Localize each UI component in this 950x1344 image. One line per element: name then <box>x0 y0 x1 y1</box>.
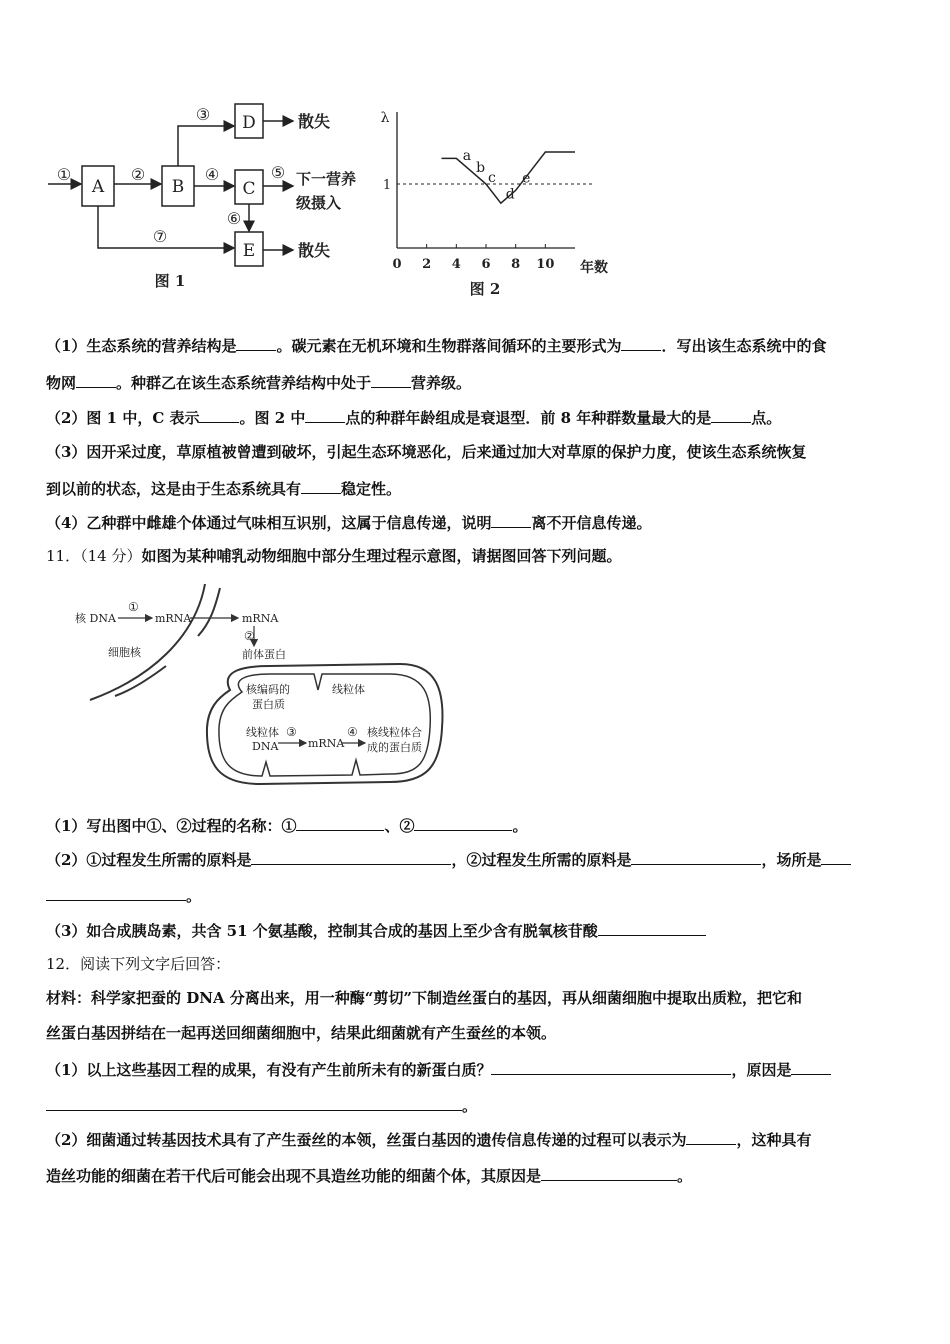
q11-number: 11．（14 分） <box>46 547 142 565</box>
q10-4-text-b: 离不开信息传递。 <box>531 514 652 532</box>
q10-4-line <box>46 511 910 534</box>
q12-prompt: 12．阅读下列文字后回答： <box>46 955 231 973</box>
label-mrna-3: mRNA <box>308 737 345 750</box>
label-4: ④ <box>204 165 220 184</box>
label-7: ⑦ <box>152 227 168 246</box>
label-mrna-2: mRNA <box>242 612 279 625</box>
box-a-label: A <box>91 177 105 197</box>
q10-2-text-a: （2）图 1 中，C 表示 <box>46 409 200 427</box>
blank[interactable] <box>598 919 706 936</box>
blank[interactable] <box>301 477 341 494</box>
figure-2-caption: 图 2 <box>469 280 501 298</box>
q12-material-a: 材料：科学家把蚕的 DNA 分离出来，用一种酶“剪切”下制造丝蛋白的基因，再从细菌细胞中提取出质粒，把它和 <box>46 989 803 1007</box>
figure-1-energy-flow <box>40 100 360 300</box>
figure-3-svg <box>70 578 470 800</box>
label-step-3: ③ <box>286 725 297 739</box>
q10-4-text-a: （4）乙种群中雌雄个体通过气味相互识别，这属于信息传递，说明 <box>46 514 492 532</box>
q11-1-line <box>46 814 910 837</box>
point-label-a: a <box>462 148 472 165</box>
q12-1-text-b: ，原因是 <box>731 1061 792 1079</box>
q10-3-line2 <box>46 477 910 500</box>
q11-header <box>46 545 910 567</box>
q11-2-text-c: ，场所是 <box>761 851 822 869</box>
q11-2-text-b: ，②过程发生所需的原料是 <box>451 851 632 869</box>
label-6: ⑥ <box>226 209 242 228</box>
q11-2-line2 <box>46 884 910 907</box>
output-d: 散失 <box>298 112 331 131</box>
q12-2-text-a: （2）细菌通过转基因技术具有了产生蚕丝的本领，丝蛋白基因的遗传信息传递的过程可以表示为 <box>46 1131 687 1149</box>
output-c-line2: 级摄入 <box>296 194 342 212</box>
box-d-label: D <box>242 113 256 133</box>
q11-2-line1 <box>46 848 910 871</box>
label-precursor: 前体蛋白 <box>242 648 286 661</box>
q11-3-line <box>46 919 910 942</box>
blank[interactable] <box>686 1128 736 1145</box>
label-nuclear-encoded-1: 核编码的 <box>246 683 290 696</box>
blank[interactable] <box>491 511 531 528</box>
point-label-e: e <box>522 170 531 187</box>
q11-1-text-c: 。 <box>512 817 528 835</box>
y-axis-label: λ <box>380 110 390 126</box>
label-product-2: 成的蛋白质 <box>367 741 422 754</box>
nuclear-membrane-inner-bottom <box>115 666 166 696</box>
q10-1-text-f: 营养级。 <box>411 374 472 392</box>
q10-3-text-a: （3）因开采过度，草原植被曾遭到破坏，引起生态环境恶化，后来通过加大对草原的保护力度，使该生态系统恢复 <box>46 443 807 461</box>
blank[interactable] <box>199 406 239 423</box>
x-tick-label: 2 <box>422 257 432 272</box>
q12-1-line2 <box>46 1094 910 1117</box>
box-c-label: C <box>242 179 256 199</box>
x-tick-label: 6 <box>481 257 491 272</box>
label-mitochondrion: 线粒体 <box>332 683 365 696</box>
q12-2-text-c: 造丝功能的细菌在若干代后可能会出现不具造丝功能的细菌个体，其原因是 <box>46 1167 542 1185</box>
q10-3-text-c: 稳定性。 <box>341 480 402 498</box>
blank[interactable] <box>621 334 661 351</box>
blank[interactable] <box>631 848 761 865</box>
label-2: ② <box>130 165 146 184</box>
q10-1-text-e: 。种群乙在该生态系统营养结构中处于 <box>116 374 372 392</box>
q10-2-text-d: 点。 <box>751 409 782 427</box>
figure-2-lambda-chart <box>375 100 615 300</box>
point-label-c: c <box>488 170 496 186</box>
label-mito-dna-1: 线粒体 <box>246 726 279 739</box>
blank[interactable] <box>371 371 411 388</box>
output-e: 散失 <box>298 241 331 260</box>
q11-3-text-a: （3）如合成胰岛素，共含 51 个氨基酸，控制其合成的基因上至少含有脱氧核苷酸 <box>46 922 598 940</box>
figure-3-cell-diagram <box>70 578 470 800</box>
mitochondrion-outer <box>207 664 443 784</box>
q11-1-text-b: 、② <box>384 817 415 835</box>
blank[interactable] <box>491 1058 731 1075</box>
blank[interactable] <box>76 371 116 388</box>
label-nucleus: 细胞核 <box>108 646 141 659</box>
y-tick-1: 1 <box>382 178 392 193</box>
q11-1-text-a: （1）写出图中①、②过程的名称：① <box>46 817 297 835</box>
label-1: ① <box>56 165 72 184</box>
box-e-label: E <box>242 241 256 261</box>
q10-2-text-c: 点的种群年龄组成是衰退型．前 8 年种群数量最大的是 <box>345 409 712 427</box>
point-label-b: b <box>476 159 486 176</box>
blank[interactable] <box>296 814 384 831</box>
label-step-4: ④ <box>347 725 358 739</box>
q12-2-line1 <box>46 1128 910 1151</box>
figure-1-svg <box>40 100 360 300</box>
x-tick-label: 4 <box>451 257 461 272</box>
label-step-1: ① <box>128 600 139 614</box>
figure-2-svg <box>375 100 615 300</box>
label-product-1: 核线粒体合 <box>367 726 422 739</box>
box-b-label: B <box>171 177 185 197</box>
q10-2-line <box>46 406 910 429</box>
q12-1-text-a: （1）以上这些基因工程的成果，有没有产生前所未有的新蛋白质？ <box>46 1061 492 1079</box>
q10-1-text-b: 。碳元素在无机环境和生物群落间循环的主要形式为 <box>276 337 622 355</box>
q11-2-text-a: （2）①过程发生所需的原料是 <box>46 851 252 869</box>
x-tick-label: 10 <box>536 257 555 272</box>
figure-1-caption: 图 1 <box>154 272 186 290</box>
q12-material-line2 <box>46 1022 910 1044</box>
q10-1-text-c: ．写出该生态系统中的食 <box>661 337 827 355</box>
q10-1-line2 <box>46 371 910 394</box>
nuclear-membrane-outer <box>90 584 205 700</box>
blank[interactable] <box>305 406 345 423</box>
blank[interactable] <box>414 814 512 831</box>
q10-3-line1 <box>46 441 910 463</box>
label-mrna-1: mRNA <box>155 612 192 625</box>
label-nuclear-dna: 核 DNA <box>75 612 116 625</box>
q10-1-text-d: 物网 <box>46 374 77 392</box>
blank[interactable] <box>541 1164 677 1181</box>
nuclear-membrane-inner-top <box>198 588 220 636</box>
label-nuclear-encoded-2: 蛋白质 <box>252 698 285 711</box>
q12-2-text-d: 。 <box>677 1167 693 1185</box>
q11-prompt: 如图为某种哺乳动物细胞中部分生理过程示意图，请据图回答下列问题。 <box>141 547 622 565</box>
q10-1-text-a: （1）生态系统的营养结构是 <box>46 337 237 355</box>
q10-1-line1 <box>46 334 910 357</box>
arrow-3 <box>178 126 234 166</box>
q10-2-text-b: 。图 2 中 <box>239 409 306 427</box>
label-5: ⑤ <box>270 163 286 182</box>
q12-header <box>46 953 910 975</box>
blank[interactable] <box>711 406 751 423</box>
x-tick-label: 0 <box>392 257 402 272</box>
x-tick-label: 8 <box>511 257 521 272</box>
output-c-line1: 下一营养 <box>296 170 357 188</box>
q12-material-b: 丝蛋白基因拼结在一起再送回细菌细胞中，结果此细菌就有产生蚕丝的本领。 <box>46 1024 557 1042</box>
q12-material-line1 <box>46 987 910 1009</box>
blank[interactable] <box>236 334 276 351</box>
q12-2-line2 <box>46 1164 910 1187</box>
blank[interactable] <box>791 1058 831 1075</box>
q12-1-line1 <box>46 1058 910 1081</box>
q10-3-text-b: 到以前的状态，这是由于生态系统具有 <box>46 480 302 498</box>
blank[interactable] <box>46 1094 462 1111</box>
q12-1-text-c: 。 <box>462 1097 478 1115</box>
label-step-2: ② <box>244 629 255 643</box>
x-axis-label: 年数 <box>580 260 608 276</box>
q12-2-text-b: ，这种具有 <box>736 1131 812 1149</box>
q11-2-text-d: 。 <box>186 887 202 905</box>
label-3: ③ <box>195 105 211 124</box>
blank[interactable] <box>821 848 851 865</box>
blank[interactable] <box>46 884 186 901</box>
point-label-d: d <box>505 186 515 203</box>
label-mito-dna-2: DNA <box>252 740 279 753</box>
blank[interactable] <box>251 848 451 865</box>
